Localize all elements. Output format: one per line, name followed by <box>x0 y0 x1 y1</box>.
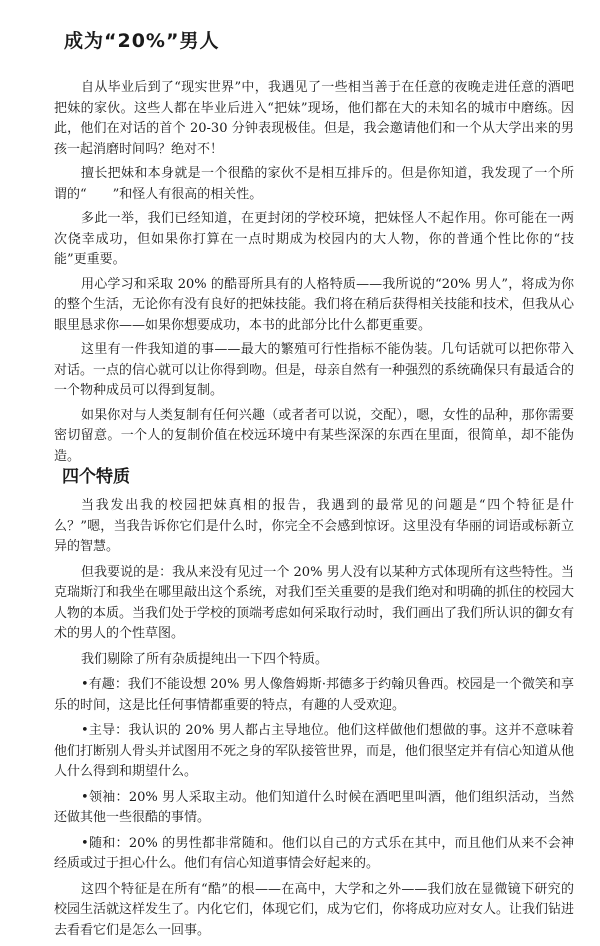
paragraph: 如果你对与人类复制有任何兴趣（或者者可以说，交配），嗯，女性的品种，那你需要密切留意。一个人的复制价值在校远环境中有某些深深的东西在里面，很简单，却不能伪造。 <box>54 407 574 464</box>
paragraph: 这四个特征是在所有“酷”的根——在高中，大学和之外——我们放在显微镜下研究的校园生活就这样发生了。内化它们，体现它们，成为它们，你将成功应对女人。让我们钻进去看看它们是怎么一回事。 <box>54 881 575 938</box>
paragraph: 这里有一件我知道的事——最大的繁殖可行性指标不能伪装。几句话就可以把你带入对话。一点的信心就可以让你得到吻。但是，母亲自然有一种强烈的系统确保只有最适合的一个物种成员可以得到复制。 <box>54 342 575 398</box>
paragraph: 我们剔除了所有杂质提纯出一下四个特质。 <box>81 651 329 667</box>
paragraph: 擅长把妹和本身就是一个很酷的家伙不是相互排斥的。但是你知道，我发现了一个所谓的“ ”和怪人有很高的相关性。 <box>54 166 574 202</box>
four-traits-section <box>54 496 574 946</box>
trait-item-dominant: •主导：我认识的 20% 男人都占主导地位。他们这样做他们想做的事。这并不意味着他们打断别人骨头并试图用不死之身的军队接管世界，而是，他们很坚定并有信心知道从他人什么得到和期望什么。 <box>54 723 575 779</box>
intro-section <box>54 78 574 471</box>
paragraph: 用心学习和采取 20% 的酷哥所具有的人格特质——我所说的“20% 男人”，将成为你的整个生活，无论你有没有良好的把妹技能。我们将在稍后获得相关技能和技术，但我从心眼里恳求你——如果你想要成功，本书的此部分比什么都更重要。 <box>54 276 575 333</box>
paragraph: 自从毕业后到了“现实世界”中，我遇见了一些相当善于在任意的夜晚走进任意的酒吧把妹的家伙。这些人都在毕业后进入“把妹”现场，他们都在大的未知名的城市中磨练。因此，他们在对话的首个 20-30 分钟表现极佳。但是，我会邀请他们和一个从大学出来的男孩一起消磨时间吗？绝对不！ <box>54 80 574 157</box>
trait-item-easygoing: •随和：20% 的男性都非常随和。他们以自己的方式乐在其中，而且他们从来不会神经质或过于担心什么。他们有信心知道事情会好起来的。 <box>54 835 574 871</box>
paragraph: 多此一举，我们已经知道，在更封闭的学校环境，把妹怪人不起作用。你可能在一两次侥幸成功，但如果你打算在一点时期成为校园内的大人物，你的普通个性比你的“技能”更重要。 <box>54 211 574 267</box>
page-title: 成为“20%”男人 <box>64 30 220 52</box>
trait-item-leader: •领袖：20% 男人采取主动。他们知道什么时候在酒吧里叫酒，他们组织活动，当然还做其他一些很酷的事情。 <box>54 789 574 825</box>
paragraph: 当我发出我的校园把妹真相的报告，我遇到的最常见的问题是“四个特征是什么？”嗯，当我告诉你它们是什么时，你完全不会感到惊讶。这里没有华丽的词语或标新立异的智慧。 <box>54 498 574 554</box>
section-heading: 四个特质 <box>62 467 130 487</box>
trait-item-funny: •有趣：我们不能设想 20% 男人像詹姆斯·邦德多于约翰贝鲁西。校园是一个微笑和享乐的时间，这是比任何事情都重要的特点，有趣的人受欢迎。 <box>54 677 574 713</box>
paragraph: 但我要说的是：我从来没有见过一个 20% 男人没有以某种方式体现所有这些特性。当克瑞斯汀和我坐在哪里敲出这个系统，对我们至关重要的是我们绝对和明确的抓住的校园大人物的本质。当我们处于学校的顶端考虑如何采取行动时，我们画出了我们所认识的御女有术的男人的个性草图。 <box>54 564 575 641</box>
